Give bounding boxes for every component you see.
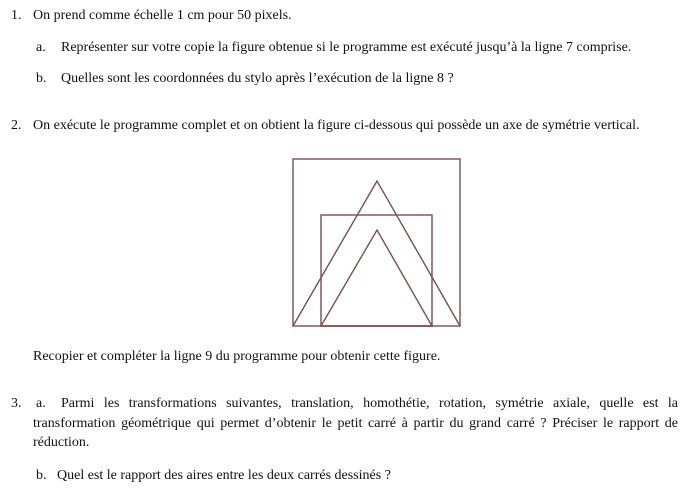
question-3b-text: Quel est le rapport des aires entre les deux carrés dessinés ? [57, 468, 391, 483]
small-triangle [321, 230, 432, 326]
question-1b-text: Quelles sont les coordonnées du stylo après l’exécution de la ligne 8 ? [61, 71, 454, 86]
figure-caption: Recopier et compléter la ligne 9 du programme pour obtenir cette figure. [33, 349, 441, 364]
question-2-number: 2. [11, 118, 22, 133]
question-1b-label: b. [36, 71, 47, 86]
figure-shapes [293, 159, 460, 326]
large-triangle [293, 181, 460, 326]
question-3a-label: a. [36, 396, 46, 411]
question-3-number: 3. [11, 396, 22, 411]
question-3b-label: b. [36, 468, 47, 483]
question-3a-text: Parmi les transformations suivantes, translation, homothétie, rotation, symétrie axiale, quelle est la transformation géométrique qui permet d’obtenir le petit carré à partir du grand carré ? Préciser le rapport de réduction. [33, 396, 678, 450]
question-1a-label: a. [36, 40, 46, 55]
question-2-text: On exécute le programme complet et on obtient la figure ci-dessous qui possède un axe de symétrie vertical. [33, 118, 640, 133]
large-square [293, 159, 460, 326]
question-1-text: On prend comme échelle 1 cm pour 50 pixels. [33, 8, 292, 23]
question-1a-text: Représenter sur votre copie la figure obtenue si le programme est exécuté jusqu’à la ligne 7 comprise. [61, 40, 632, 55]
question-1-number: 1. [11, 8, 22, 23]
